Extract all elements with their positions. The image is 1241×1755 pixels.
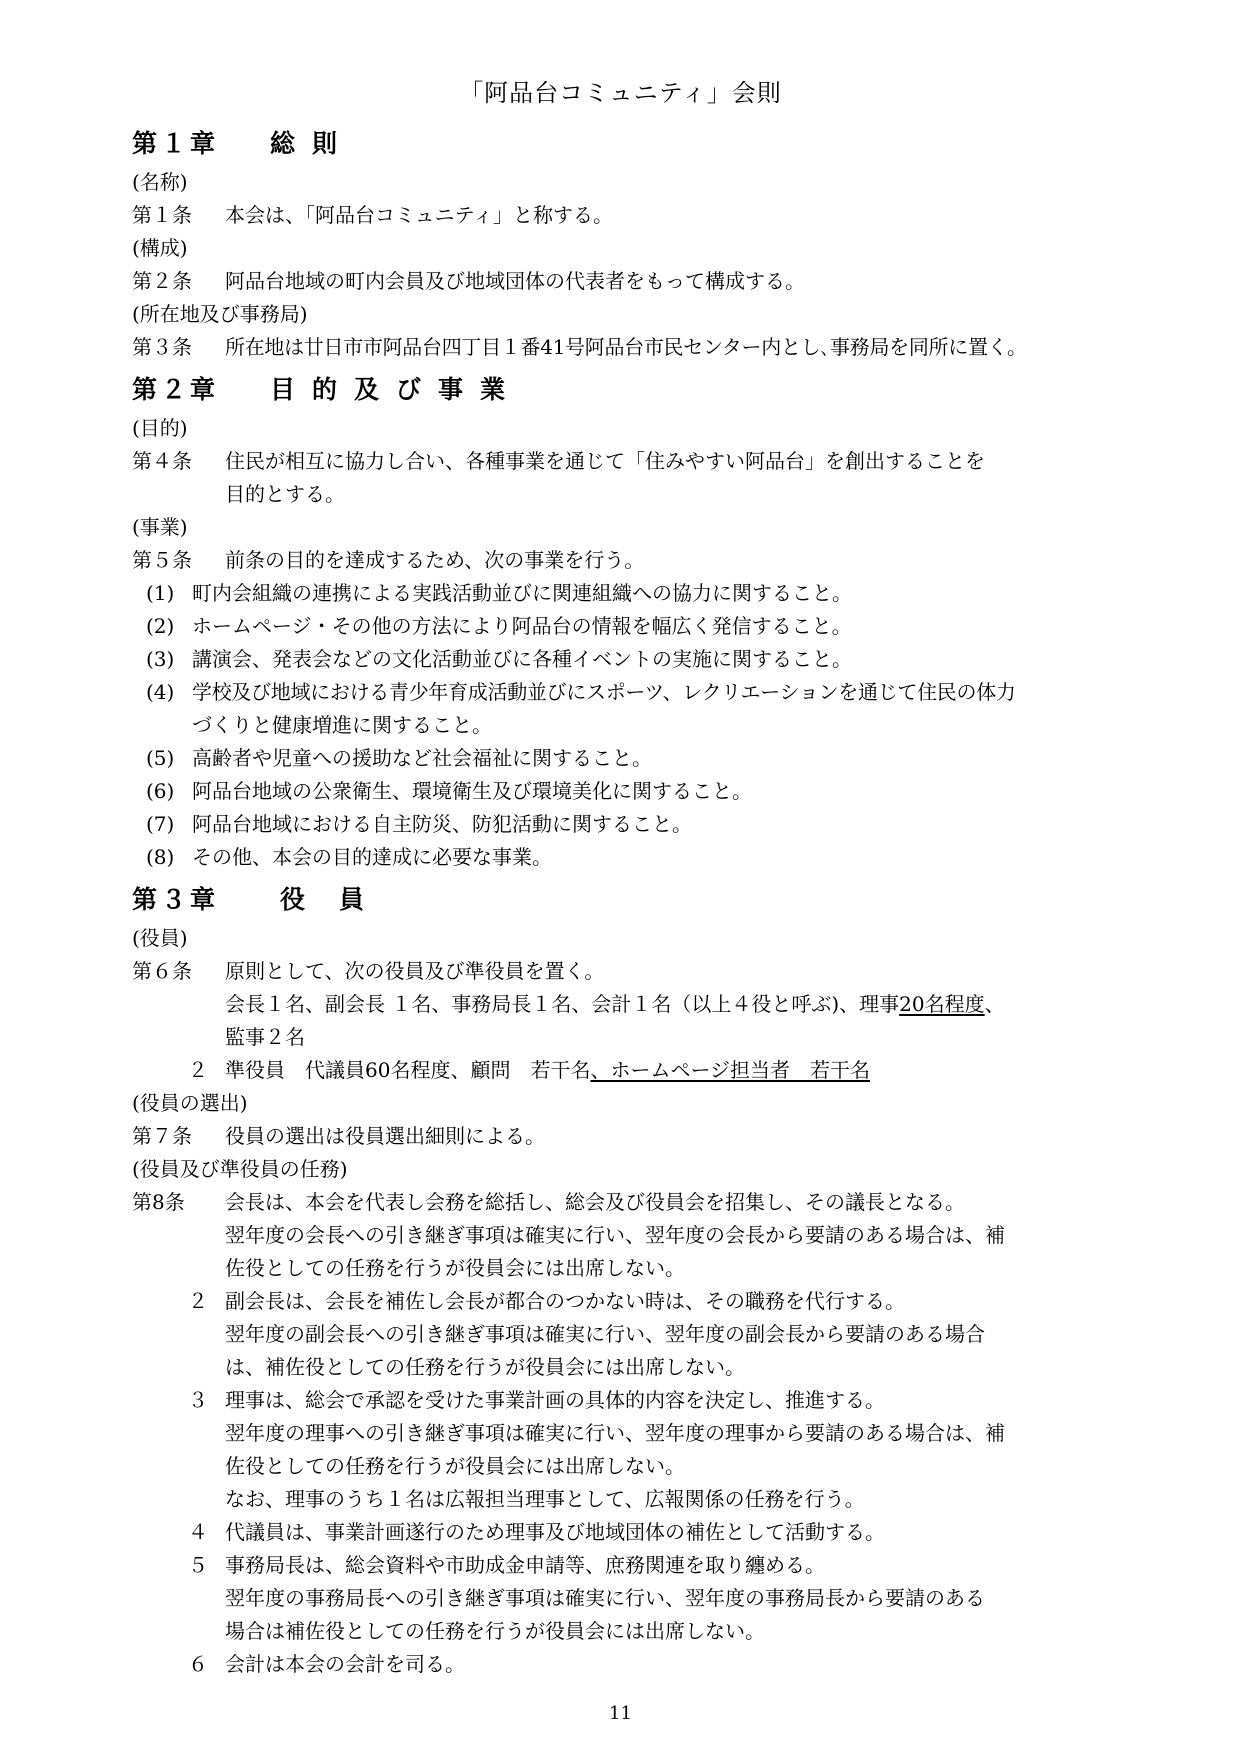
article-label: 第７条 [132, 1124, 192, 1148]
chapter-1-heading [132, 126, 1172, 162]
article-1 [132, 199, 1172, 232]
section-heading-composition: (構成) [132, 236, 188, 260]
item-text: ホームページ・その他の方法により阿品台の情報を幅広く発信すること。 [192, 614, 852, 638]
paragraph-text: 理事は、総会で承認を受けた事業計画の具体的内容を決定し、推進する。 [225, 1388, 885, 1412]
item-number: (7) [146, 812, 175, 836]
article-label: 第8条 [132, 1190, 185, 1214]
section-heading-officers: (役員) [132, 926, 188, 950]
item-text: 阿品台地域の公衆衛生、環境衛生及び環境美化に関すること。 [192, 779, 752, 803]
article-label: 第３条 [132, 335, 192, 359]
article-label: 第５条 [132, 548, 192, 572]
list-item [132, 643, 1172, 676]
chapter-title: 役員 [280, 885, 399, 914]
paragraph-continuation: は、補佐役としての任務を行うが役員会には出席しない。 [225, 1355, 745, 1379]
item-text: 講演会、発表会などの文化活動並びに各種イベントの実施に関すること。 [192, 647, 852, 671]
chapter-3-heading [132, 882, 1172, 918]
article-5 [132, 544, 1172, 577]
article-label: 第６条 [132, 959, 192, 983]
article-6-paragraph-2 [132, 1054, 1172, 1087]
paragraph-continuation: 場合は補佐役としての任務を行うが役員会には出席しない。 [225, 1619, 765, 1643]
chapter-number: 第２章 [132, 375, 220, 404]
item-number: (5) [146, 746, 175, 770]
article-7 [132, 1120, 1172, 1153]
officer-list-underlined: 20名程度 [899, 992, 985, 1016]
section-heading-location: (所在地及び事務局) [132, 302, 308, 326]
list-item [132, 775, 1172, 808]
paragraph-text: 会計は本会の会計を司る。 [225, 1652, 465, 1676]
article-text: 会長は、本会を代表し会務を総括し、総会及び役員会を招集し、その議長となる。 [225, 1190, 965, 1214]
paragraph-text [225, 1054, 1172, 1087]
article-8 [132, 1186, 1172, 1219]
paragraph-continuation: なお、理事のうち１名は広報担当理事として、広報関係の任務を行う。 [225, 1487, 865, 1511]
paragraph-continuation: 翌年度の事務局長への引き継ぎ事項は確実に行い、翌年度の事務局長から要請のある [225, 1586, 985, 1610]
officer-list-text: 会長１名、副会長 １名、事務局長１名、会計１名（以上４役と呼ぶ)、理事 [225, 992, 900, 1016]
article-3 [132, 331, 1172, 364]
paragraph-number: ２ [188, 1289, 208, 1313]
list-item-continuation: づくりと健康増進に関すること。 [192, 713, 492, 737]
item-number: (6) [146, 779, 175, 803]
paragraph-number: ６ [188, 1652, 208, 1676]
paragraph-continuation: 翌年度の理事への引き継ぎ事項は確実に行い、翌年度の理事から要請のある場合は、補 [225, 1421, 1005, 1445]
article-8-paragraph-4 [132, 1516, 1172, 1549]
chapter-title: 総則 [270, 129, 355, 158]
chapter-number: 第３章 [132, 885, 220, 914]
paragraph-continuation: 翌年度の副会長への引き継ぎ事項は確実に行い、翌年度の副会長から要請のある場合 [225, 1322, 985, 1346]
item-text: その他、本会の目的達成に必要な事業。 [192, 845, 552, 869]
item-text: 阿品台地域における自主防災、防犯活動に関すること。 [192, 812, 692, 836]
chapter-number: 第１章 [132, 129, 220, 158]
list-item [132, 610, 1172, 643]
article-8-paragraph-3 [132, 1384, 1172, 1417]
article-label: 第２条 [132, 269, 192, 293]
article-text: 住民が相互に協力し合い、各種事業を通じて「住みやすい阿品台」を創出することを [225, 449, 985, 473]
article-4 [132, 445, 1172, 478]
article-text: 本会は、「阿品台コミュニティ」と称する。 [225, 203, 613, 227]
article-6-officer-list [132, 988, 1172, 1021]
list-item [132, 577, 1172, 610]
paragraph-text: 代議員は、事業計画遂行のため理事及び地域団体の補佐として活動する。 [225, 1520, 885, 1544]
chapter-title: 目的及び事業 [270, 375, 523, 404]
section-heading-name: (名称) [132, 170, 188, 194]
paragraph-number: ４ [188, 1520, 208, 1544]
article-label: 第１条 [132, 203, 192, 227]
paragraph-number: ３ [188, 1388, 208, 1412]
article-8-paragraph-6 [132, 1648, 1172, 1681]
chapter-2-heading [132, 372, 1172, 408]
item-text: 学校及び地域における青少年育成活動並びにスポーツ、レクリエーションを通じて住民の体力 [192, 680, 1016, 704]
item-number: (1) [146, 581, 175, 605]
article-8-continuation: 佐役としての任務を行うが役員会には出席しない。 [225, 1256, 685, 1280]
list-item [132, 841, 1172, 874]
article-8-paragraph-5 [132, 1549, 1172, 1582]
article-8-continuation: 翌年度の会長への引き継ぎ事項は確実に行い、翌年度の会長から要請のある場合は、補 [225, 1223, 1005, 1247]
article-text: 阿品台地域の町内会員及び地域団体の代表者をもって構成する。 [225, 269, 805, 293]
item-number: (4) [146, 680, 175, 704]
paragraph-continuation: 佐役としての任務を行うが役員会には出席しない。 [225, 1454, 685, 1478]
article-text: 役員の選出は役員選出細則による。 [225, 1124, 545, 1148]
list-item [132, 808, 1172, 841]
page-number: 11 [609, 1703, 632, 1724]
section-heading-duties: (役員及び準役員の任務) [132, 1157, 348, 1181]
section-heading-election: (役員の選出) [132, 1091, 248, 1115]
article-2 [132, 265, 1172, 298]
article-text: 前条の目的を達成するため、次の事業を行う。 [225, 548, 645, 572]
paragraph-number: ５ [188, 1553, 208, 1577]
document-body [132, 126, 1172, 1681]
paragraph-text: 事務局長は、総会資料や市助成金申請等、庶務関連を取り纏める。 [225, 1553, 825, 1577]
item-text: 高齢者や児童への援助など社会福祉に関すること。 [192, 746, 652, 770]
item-number: (8) [146, 845, 175, 869]
paragraph-text: 副会長は、会長を補佐し会長が都合のつかない時は、その職務を代行する。 [225, 1289, 905, 1313]
item-number: (3) [146, 647, 175, 671]
list-item [132, 676, 1172, 709]
section-heading-business: (事業) [132, 515, 188, 539]
list-item [132, 742, 1172, 775]
article-8-paragraph-2 [132, 1285, 1172, 1318]
officer-list-punct: 、 [984, 992, 1005, 1016]
associate-officers-text: 準役員 代議員60名程度、顧問 若干名 [225, 1058, 591, 1082]
item-text: 町内会組織の連携による実践活動並びに関連組織への協力に関すること。 [192, 581, 852, 605]
item-number: (2) [146, 614, 175, 638]
document-title: 「阿品台コミュニティ」会則 [459, 79, 782, 107]
section-heading-purpose: (目的) [132, 416, 188, 440]
article-text: 原則として、次の役員及び準役員を置く。 [225, 959, 605, 983]
article-label: 第４条 [132, 449, 192, 473]
article-6 [132, 955, 1172, 988]
article-text: 所在地は廿日市市阿品台四丁目１番41号阿品台市民センター内とし､事務局を同所に置く。 [225, 335, 1027, 359]
paragraph-number: ２ [188, 1058, 208, 1082]
article-4-continuation: 目的とする。 [225, 482, 345, 506]
article-6-auditor: 監事２名 [225, 1025, 305, 1049]
associate-officers-underlined: 、ホームページ担当者 若干名 [590, 1058, 871, 1082]
